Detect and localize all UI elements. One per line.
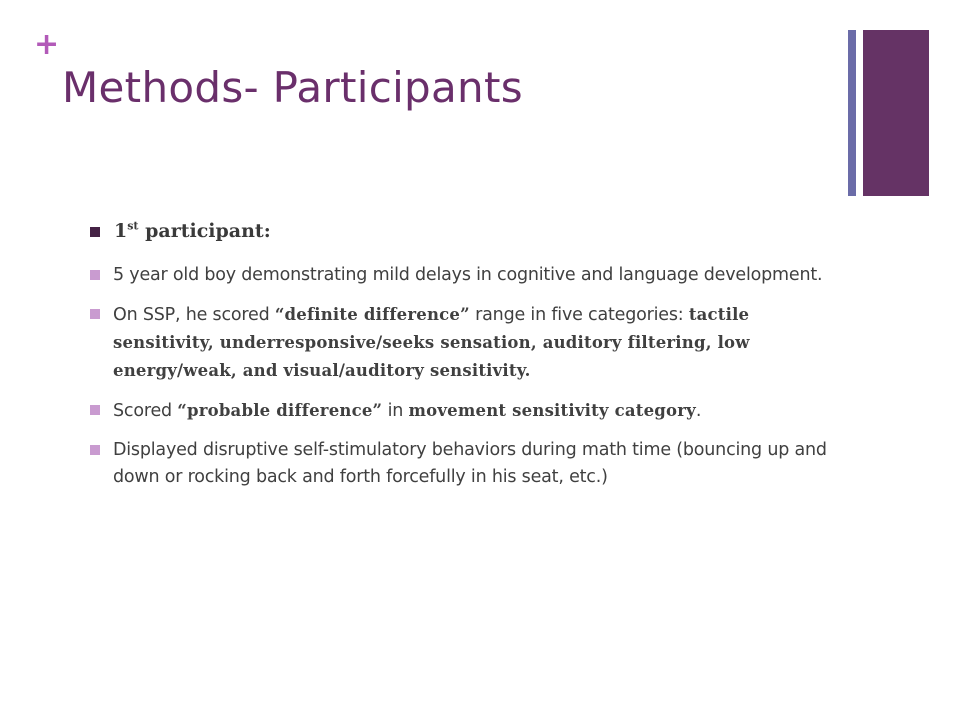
square-bullet-icon xyxy=(90,227,100,237)
square-bullet-icon xyxy=(90,445,100,455)
square-bullet-icon xyxy=(90,405,100,415)
bullet-text: On SSP, he scored “definite difference” range in five categories: tactile sensitivity, underresponsive/seeks sensation, auditory filtering, low energy/weak, and visual/auditory sensitivity. xyxy=(113,305,750,380)
slide-title: Methods- Participants xyxy=(62,63,523,112)
bullet-level1 xyxy=(90,218,850,244)
square-bullet-icon xyxy=(90,309,100,319)
bullet-level2 xyxy=(90,262,850,289)
plus-icon: + xyxy=(34,27,60,62)
decorative-bar-thin xyxy=(848,30,856,196)
bullet-text: Scored “probable difference” in movement sensitivity category. xyxy=(113,401,702,421)
square-bullet-icon xyxy=(90,270,100,280)
decorative-bar-thick xyxy=(863,30,929,196)
bullet-level2 xyxy=(90,397,850,425)
participant-heading: 1st participant: xyxy=(114,219,271,242)
bullet-level2 xyxy=(90,301,850,385)
bullet-level2 xyxy=(90,437,850,491)
bullet-text: Displayed disruptive self-stimulatory behaviors during math time (bouncing up and down or rocking back and forth forcefully in his seat, etc.) xyxy=(113,440,827,487)
slide-body xyxy=(90,218,850,503)
bullet-text: 5 year old boy demonstrating mild delays in cognitive and language development. xyxy=(113,265,823,285)
